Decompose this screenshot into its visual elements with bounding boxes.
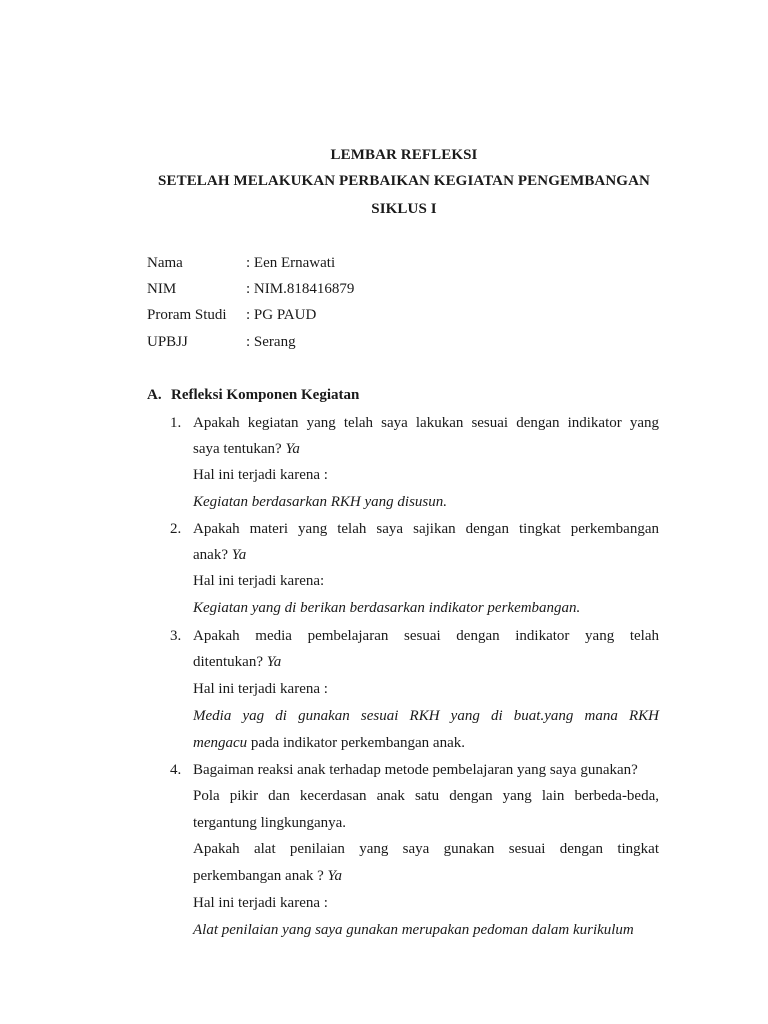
reason-label: Hal ini terjadi karena:: [193, 573, 325, 589]
item-question-line: [193, 441, 659, 458]
item-question-line: Apakah media pembelajaran sesuai dengan indikator yang telah: [193, 628, 659, 644]
identity-value: : Een Ernawati: [246, 255, 336, 271]
answer-line: tergantung lingkunganya.: [193, 815, 347, 831]
reason-text: Media yag di gunakan sesuai RKH yang di buat.yang mana RKH: [193, 708, 659, 724]
item-question-line: [193, 547, 659, 564]
question-text: perkembangan anak ?: [193, 868, 324, 884]
answer-text: Ya: [327, 868, 342, 884]
identity-label: UPBJJ: [147, 334, 188, 350]
section-heading: [147, 387, 359, 404]
identity-label: Nama: [147, 255, 183, 271]
question-text: ditentukan?: [193, 654, 263, 670]
section-title: Refleksi Komponen Kegiatan: [171, 387, 360, 403]
reason-label: Hal ini terjadi karena :: [193, 467, 328, 483]
reason-text-line: [193, 735, 659, 752]
answer-line: Pola pikir dan kecerdasan anak satu dengan yang lain berbeda-beda,: [193, 788, 659, 804]
identity-label: Proram Studi: [147, 307, 227, 323]
item-number: 1.: [170, 415, 182, 431]
identity-value: : PG PAUD: [246, 307, 317, 323]
item-question-line: Apakah materi yang telah saya sajikan dengan tingkat perkembangan: [193, 521, 659, 537]
reason-label: Hal ini terjadi karena :: [193, 895, 328, 911]
section-letter: A.: [147, 387, 162, 403]
item-question-line: [193, 868, 659, 885]
title-line-3: SIKLUS I: [371, 201, 437, 217]
reason-text: Kegiatan yang di berikan berdasarkan indikator perkembangan.: [193, 600, 581, 616]
reason-label: Hal ini terjadi karena :: [193, 681, 328, 697]
item-question-line: Apakah kegiatan yang telah saya lakukan sesuai dengan indikator yang: [193, 415, 659, 431]
reason-plain: pada indikator perkembangan anak.: [250, 735, 465, 751]
reason-text: Kegiatan berdasarkan RKH yang disusun.: [193, 494, 448, 510]
identity-value: : NIM.818416879: [246, 281, 355, 297]
item-number: 3.: [170, 628, 182, 644]
item-question-line: Apakah alat penilaian yang saya gunakan sesuai dengan tingkat: [193, 841, 659, 857]
reason-text: Alat penilaian yang saya gunakan merupakan pedoman dalam kurikulum: [193, 922, 634, 938]
question-text: anak?: [193, 547, 228, 563]
answer-text: Ya: [266, 654, 282, 670]
item-question-line: Bagaiman reaksi anak terhadap metode pembelajaran yang saya gunakan?: [193, 762, 638, 778]
item-number: 4.: [170, 762, 182, 778]
identity-value: : Serang: [246, 334, 296, 350]
title-line-1: LEMBAR REFLEKSI: [330, 147, 478, 163]
answer-text: Ya: [285, 441, 300, 457]
item-question-line: [193, 654, 659, 671]
title-line-2: SETELAH MELAKUKAN PERBAIKAN KEGIATAN PENGEMBANGAN: [158, 173, 650, 189]
question-text: saya tentukan?: [193, 441, 282, 457]
answer-text: Ya: [231, 547, 247, 563]
identity-label: NIM: [147, 281, 177, 297]
item-number: 2.: [170, 521, 182, 537]
reason-italic: mengacu: [193, 735, 248, 751]
